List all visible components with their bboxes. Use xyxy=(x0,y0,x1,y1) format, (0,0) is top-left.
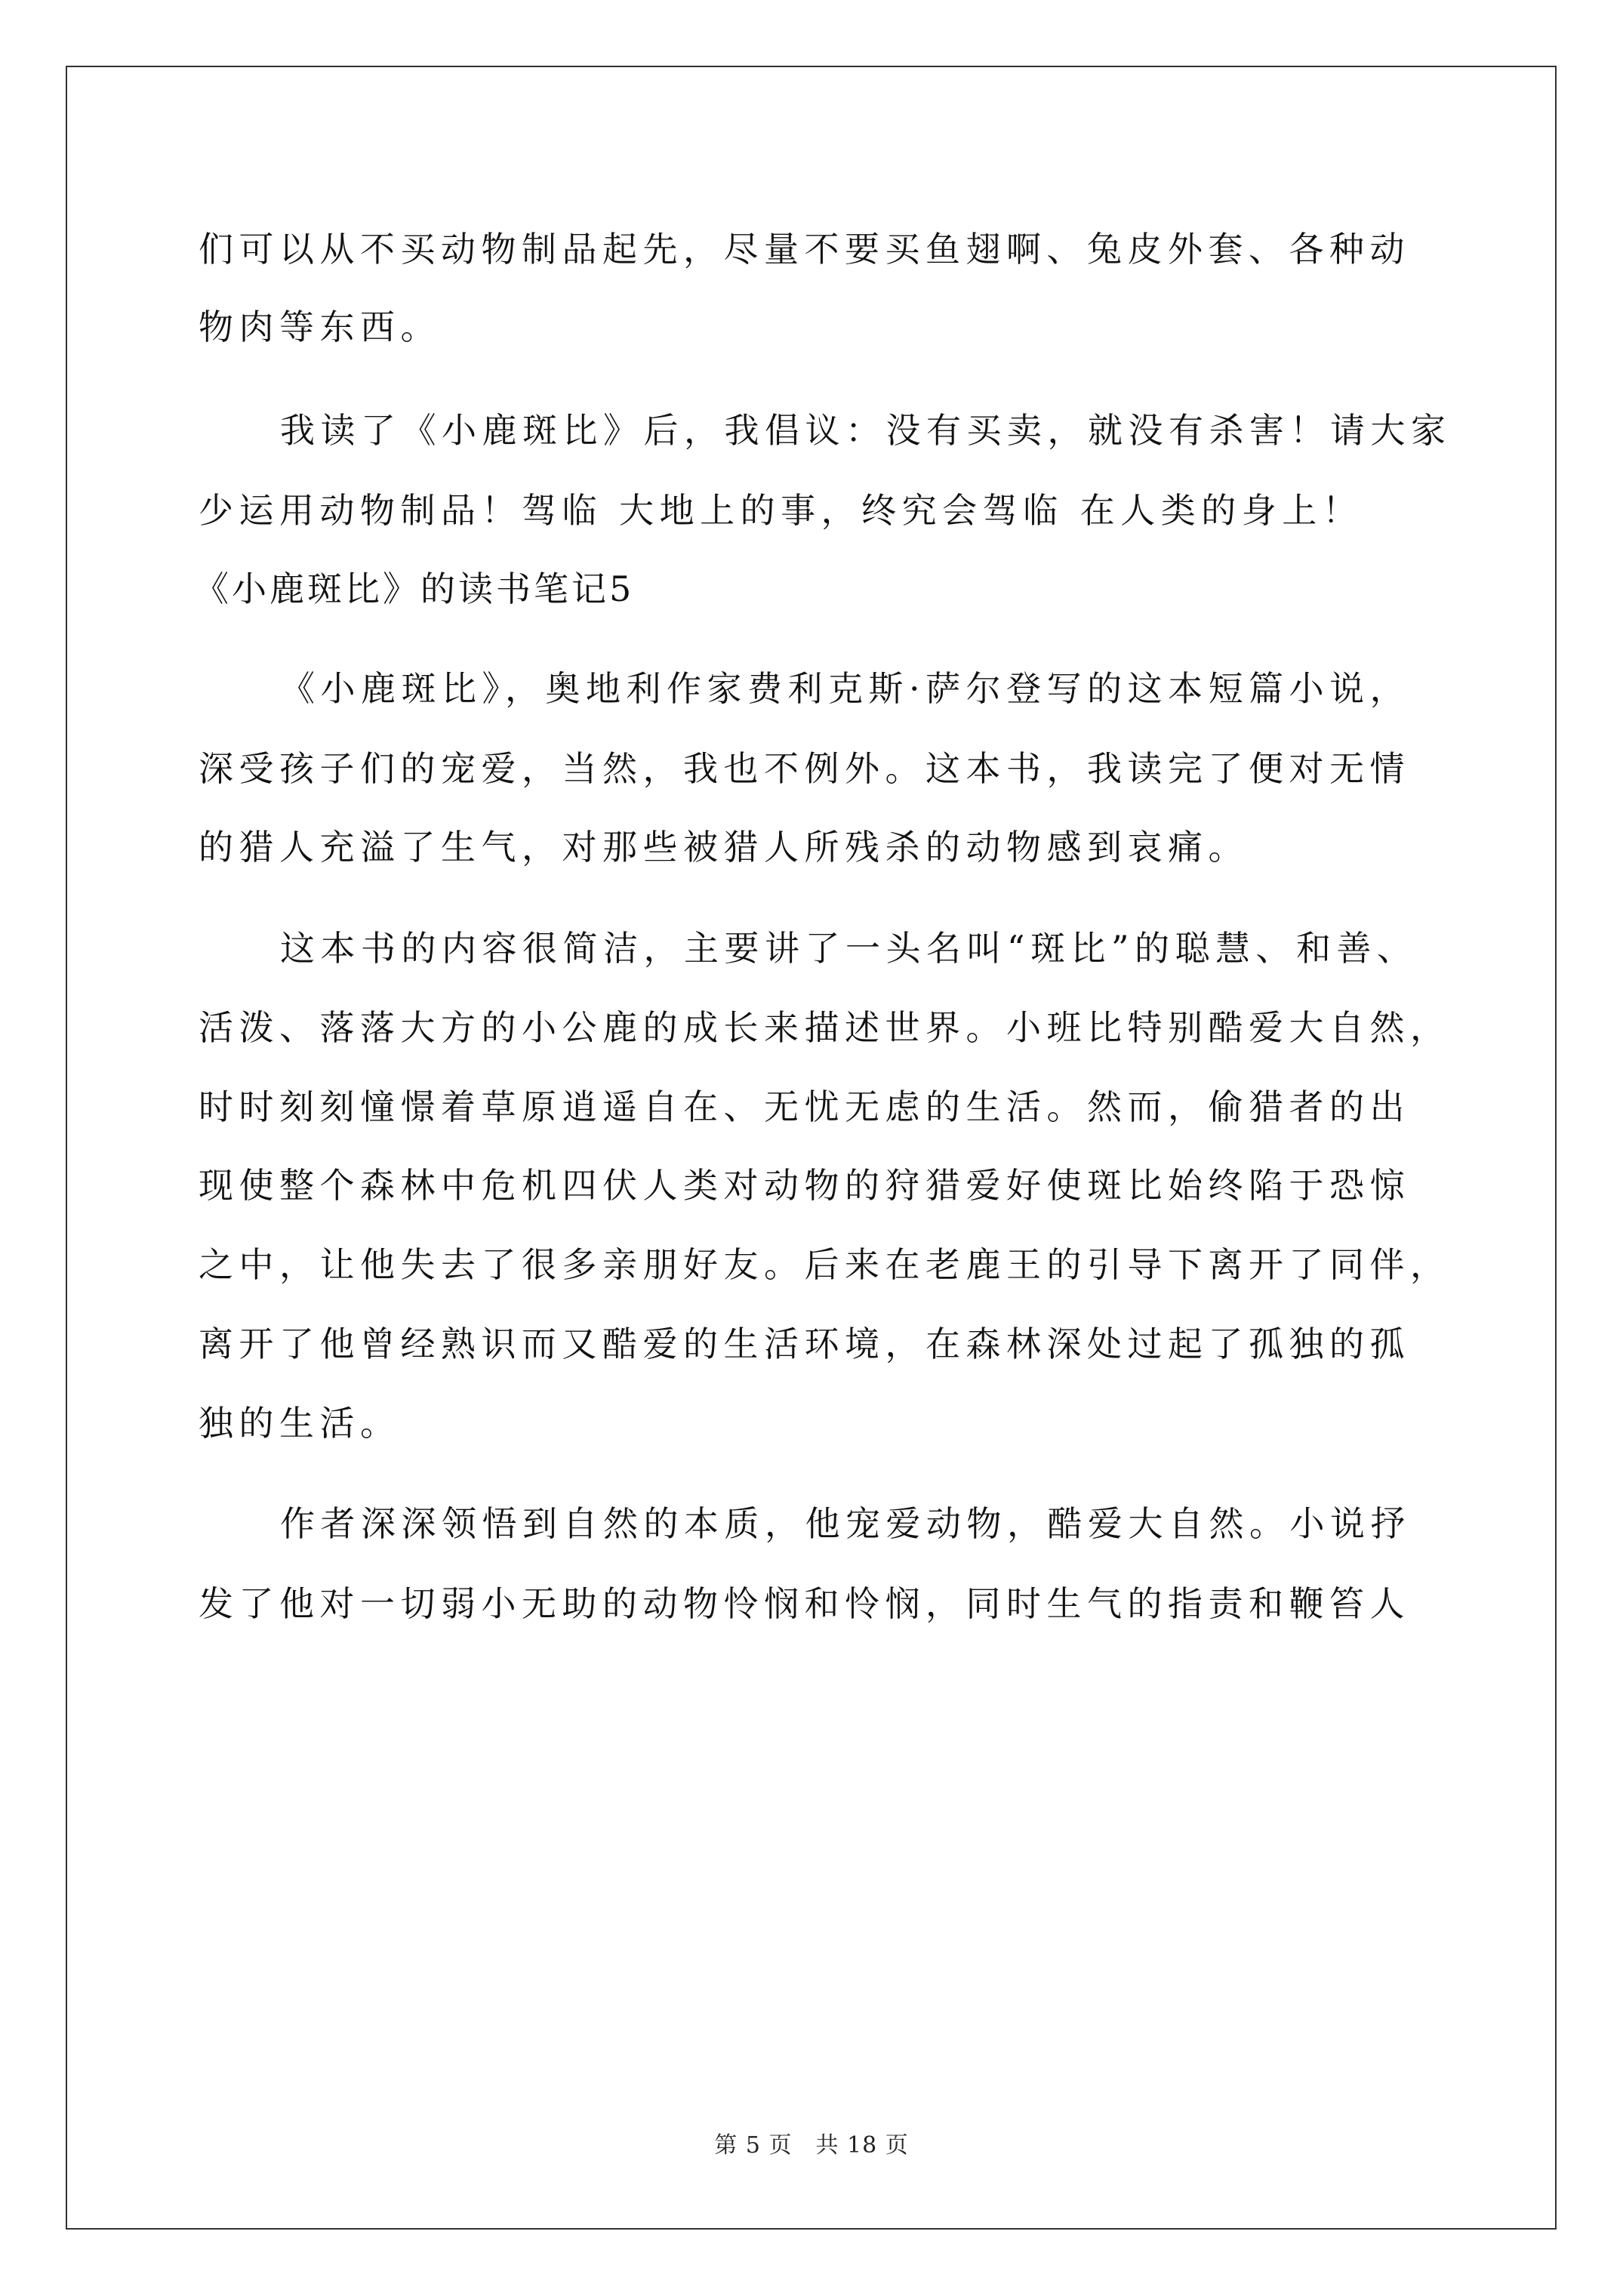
paragraph-line: 作者深深领悟到自然的本质，他宠爱动物，酷爱大自然。小说抒 xyxy=(280,1503,1411,1544)
paragraph-line: 之中，让他失去了很多亲朋好友。后来在老鹿王的引导下离开了同伴， xyxy=(199,1244,1451,1285)
paragraph-line: 现使整个森林中危机四伏人类对动物的狩猎爱好使斑比始终陷于恐惊 xyxy=(199,1165,1410,1206)
paragraph-line: 这本书的内容很简洁，主要讲了一头名叫“斑比”的聪慧、和善、 xyxy=(280,928,1418,969)
paragraph-line: 活泼、落落大方的小公鹿的成长来描述世界。小班比特别酷爱大自然， xyxy=(199,1007,1451,1048)
paragraph-line: 物肉等东西。 xyxy=(199,307,441,347)
paragraph-line: 我读了《小鹿斑比》后，我倡议：没有买卖，就没有杀害！请大家 xyxy=(280,410,1452,451)
paragraph-line: 发了他对一切弱小无助的动物怜悯和怜悯，同时生气的指责和鞭笞人 xyxy=(199,1583,1410,1624)
paragraph-line: 深受孩子们的宠爱，当然，我也不例外。这本书，我读完了便对无情 xyxy=(199,748,1410,789)
paragraph-line: 离开了他曾经熟识而又酷爱的生活环境，在森林深处过起了孤独的孤 xyxy=(199,1324,1410,1364)
paragraph-line: 独的生活。 xyxy=(199,1403,401,1444)
paragraph-line: 的猎人充溢了生气，对那些被猎人所残杀的动物感到哀痛。 xyxy=(199,827,1249,868)
page-frame xyxy=(66,66,1557,2230)
section-heading: 《小鹿斑比》的读书笔记5 xyxy=(194,569,635,609)
paragraph-line: 们可以从不买动物制品起先，尽量不要买鱼翅啊、兔皮外套、各种动 xyxy=(199,229,1410,270)
paragraph-line: 《小鹿斑比》，奥地利作家费利克斯·萨尔登写的这本短篇小说， xyxy=(280,668,1411,709)
paragraph-line: 时时刻刻憧憬着草原逍遥自在、无忧无虑的生活。然而，偷猎者的出 xyxy=(199,1086,1410,1127)
paragraph-line: 少运用动物制品！驾临 大地上的事，终究会驾临 在人类的身上！ xyxy=(199,490,1363,531)
page-number: 第 5 页 共 18 页 xyxy=(714,2132,909,2159)
